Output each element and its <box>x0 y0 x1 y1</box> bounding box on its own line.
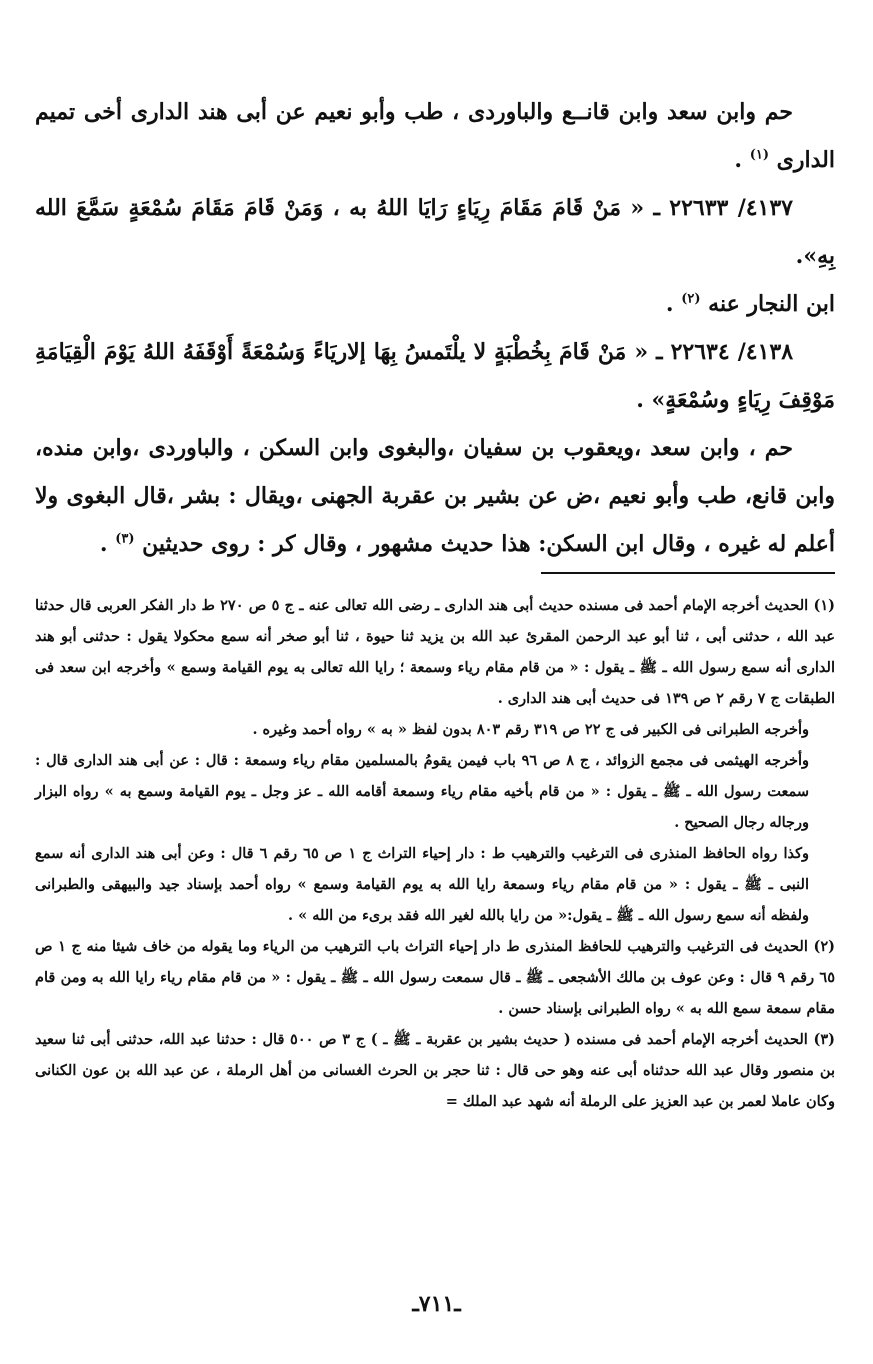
text-paragraph-2: حم ، وابن سعد ،ويعقوب بن سفيان ،والبغوى وابن السكن ، والباوردى ،وابن منده، وابن قانع، طب وأبو نعيم ،ض عن بشير بن عقربة الجهنى ،ويقال : بشر ،قال البغوى ولا أعلم له غيره ، وقال ابن السكن: هذا حديث مشهور ، وقال كر : روى حديثين $^{(٣)}$ . <box>35 435 835 557</box>
page-number: ـ٧١١ـ <box>412 1291 461 1317</box>
main-text <box>35 88 835 568</box>
footnote-ref-3: (٣) <box>115 531 135 547</box>
footnotes <box>35 590 835 1117</box>
footnote-ref-1: (١) <box>749 147 769 163</box>
footnote-3: (٣) الحديث أخرجه الإمام أحمد فى مسنده ( حديث بشير بن عقربة ـ ﷺ ـ ) ج ٣ ص ٥٠٠ قال : حدثنا عبد الله، حدثنى أبى ثنا سعيد بن منصور وقال عبد الله حدثناه أبى عنه وهو حى قال : ثنا حجر بن الحرث الغسانى من أهل الرملة ، عن عبد الله بن عون الكنانى وكان عاملا لعمر بن عبد العزيز على الرملة أنه شهد عبد الملك = <box>35 1031 835 1110</box>
hadith-4137: ٤١٣٧/ ٢٢٦٣٣ ـ « مَنْ قَامَ مَقَامَ رِيَاءٍ رَايَا اللهُ به ، وَمَنْ قَامَ مَقَامَ سُمْعَةٍ سَمَّعَ الله بِهِ». <box>35 195 835 269</box>
footnote-1-continued-b: وأخرجه الهيثمى فى مجمع الزوائد ، ج ٨ ص ٩٦ باب فيمن يقومُ بالمسلمين مقام رياء وسمعة : قال : عن أبى هند الدارى قال : سمعت رسول الله ـ ﷺ ـ يقول : « من قام بأخيه مقام رياء وسمعة أقامه الله ـ عز وجل ـ يوم القيامة وسمع به » رواه البزار ورجاله رجال الصحيح . <box>35 752 809 831</box>
text-source-line: ابن النجار عنه $^{(٢)}$ . <box>665 291 835 317</box>
footnote-1-continued-a: وأخرجه الطبرانى فى الكبير فى ج ٢٢ ص ٣١٩ رقم ٨٠٣ بدون لفظ « به » رواه أحمد وغيره . <box>252 721 809 738</box>
text-paragraph-1: حم وابن سعد وابن قانــع والباوردى ، طب وأبو نعيم عن أبى هند الدارى أخى تميم الدارى $^{(١)}$ . <box>35 99 835 173</box>
footnote-2: (٢) الحديث فى الترغيب والترهيب للحافظ المنذرى ط دار إحياء التراث باب الترهيب من الرياء وما يقوله من خاف شيئا منه ج ١ ص ٦٥ رقم ٩ قال : وعن عوف بن مالك الأشجعى ـ ﷺ ـ قال سمعت رسول الله ـ ﷺ ـ يقول : « من قام مقام رياء رايا الله به ومن قام مقام سمعة سمع الله به » رواه الطبرانى بإسناد حسن . <box>35 938 835 1017</box>
footnote-ref-2: (٢) <box>681 291 701 307</box>
footnote-divider <box>541 572 835 574</box>
footnote-1-continued-c: وكذا رواه الحافظ المنذرى فى الترغيب والترهيب ط : دار إحياء التراث ج ١ ص ٦٥ رقم ٦ قال : وعن أبى هند الدارى أنه سمع النبى ـ ﷺ ـ يقول : « من قام مقام رياء وسمعة رايا الله به يوم القيامة وسمع » رواه أحمد بإسناد جيد والبيهقى والطبرانى ولفظه أنه سمع رسول الله ـ ﷺ ـ يقول:« من رايا بالله لغير الله فقد برىء من الله » . <box>35 845 809 924</box>
hadith-4138: ٤١٣٨/ ٢٢٦٣٤ ـ « مَنْ قَامَ بِخُطْبَةٍ لا يلْتَمسُ بِهَا إلاريَاءً وَسُمْعَةً أَوْقَفَهُ اللهُ يَوْمَ الْقِيَامَةِ مَوْقِفَ رِيَاءٍ وسُمْعَةٍ» . <box>35 339 835 413</box>
footnote-1: (١) الحديث أخرجه الإمام أحمد فى مسنده حديث أبى هند الدارى ـ رضى الله تعالى عنه ـ ج ٥ ص ٢٧٠ ط دار الفكر العربى قال حدثنا عبد الله ، حدثنى أبى ، ثنا أبو عبد الرحمن المقرئ عبد الله بن يزيد ثنا حيوة ، ثنا أبو صخر أنه سمع محكولا يقول : حدثنى أبو هند الدارى أنه سمع رسول الله ـ ﷺ ـ يقول : « من قام مقام رياء وسمعة ؛ رايا الله تعالى به يوم القيامة وسمع » وأخرجه ابن سعد فى الطبقات ج ٧ رقم ٢ ص ١٣٩ فى حديث أبى هند الدارى . <box>35 597 835 707</box>
